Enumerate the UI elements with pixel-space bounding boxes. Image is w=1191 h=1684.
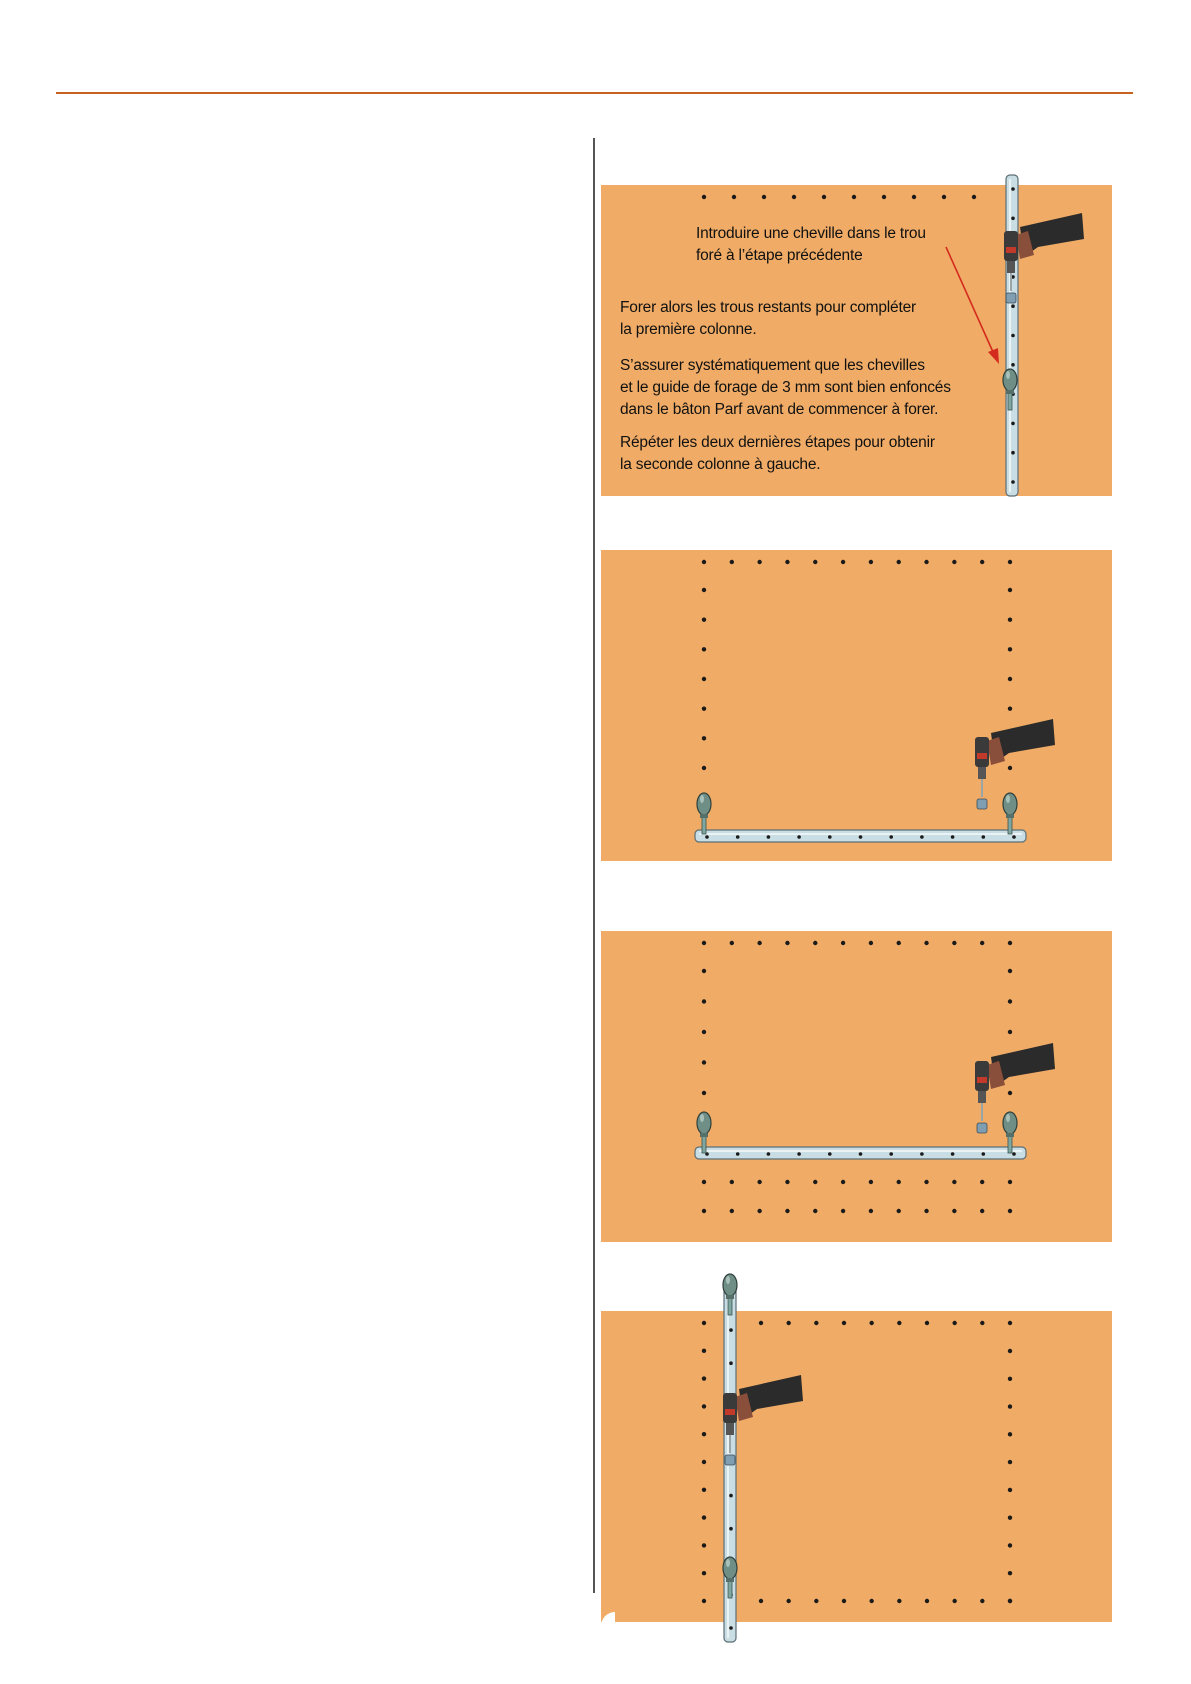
hole-dot (952, 941, 956, 945)
hole-dot (952, 560, 956, 564)
hole-dot (1008, 706, 1012, 710)
hole-dot (1008, 588, 1012, 592)
hole-dot (952, 1321, 956, 1325)
instruction-repeat: Répéter les deux dernières étapes pour obtenir la seconde colonne à gauche. (620, 434, 935, 473)
hole-dot (702, 1515, 706, 1519)
hole-dot (1008, 1349, 1012, 1353)
hole-dot (822, 195, 826, 199)
hole-dot (702, 736, 706, 740)
hole-dot (786, 1321, 790, 1325)
hole-dot (1008, 999, 1012, 1003)
column-divider (593, 138, 595, 1593)
hole-dot (952, 1209, 956, 1213)
hole-dot (897, 1321, 901, 1325)
hole-dot (813, 560, 817, 564)
hole-dot (841, 1180, 845, 1184)
step-panel-4 (601, 1311, 1112, 1622)
hole-dot (980, 941, 984, 945)
hole-dot (730, 941, 734, 945)
hole-dot (702, 969, 706, 973)
hole-dot (897, 1599, 901, 1603)
peg-icon (697, 793, 711, 834)
hole-dot (897, 941, 901, 945)
hole-dot (1008, 560, 1012, 564)
hole-dot (730, 560, 734, 564)
hole-dot (897, 560, 901, 564)
hole-dot (702, 941, 706, 945)
hole-dot (924, 941, 928, 945)
hole-dot (1008, 1404, 1012, 1408)
instruction-check-pegs: S’assurer systématiquement que les chevilles et le guide de forage de 3 mm sont bien enfoncés dans le bâton Parf avant de commencer à forer. (620, 357, 951, 418)
hole-dot (702, 1460, 706, 1464)
hole-dot (702, 588, 706, 592)
hole-dot (925, 1599, 929, 1603)
instruction-insert-peg: Introduire une cheville dans le trou foré à l’étape précédente (696, 225, 926, 264)
hole-dot (852, 195, 856, 199)
hole-dot (924, 1180, 928, 1184)
hole-dot (785, 1209, 789, 1213)
hole-dot (897, 1209, 901, 1213)
hole-dot (1008, 1599, 1012, 1603)
hole-dot (1008, 647, 1012, 651)
hole-dot (785, 560, 789, 564)
hole-dot (702, 1349, 706, 1353)
hole-dot (1008, 766, 1012, 770)
peg-icon (1003, 793, 1017, 834)
hole-dot (972, 195, 976, 199)
rail-icon (695, 830, 1026, 842)
hole-dot (702, 999, 706, 1003)
hole-dot (813, 941, 817, 945)
hole-dot (1008, 1377, 1012, 1381)
hole-dot (924, 560, 928, 564)
hole-dot (1008, 677, 1012, 681)
hole-dot (1008, 1432, 1012, 1436)
step-panel-3 (601, 931, 1112, 1242)
hole-dot (702, 1432, 706, 1436)
hole-dot (942, 195, 946, 199)
hole-dot (702, 1404, 706, 1408)
arrow-icon (946, 247, 999, 364)
hole-dot (924, 1209, 928, 1213)
hole-dot (1008, 941, 1012, 945)
rail-icon (1006, 175, 1018, 496)
hole-dot (757, 1209, 761, 1213)
hole-dot (702, 1599, 706, 1603)
hole-dot (702, 1091, 706, 1095)
hole-dot (702, 1488, 706, 1492)
hole-dot (702, 195, 706, 199)
hole-dot (841, 1209, 845, 1213)
hole-dot (1008, 1460, 1012, 1464)
hole-dot (762, 195, 766, 199)
hole-dot (813, 1180, 817, 1184)
hole-dot (702, 647, 706, 651)
hole-dot (702, 1376, 706, 1380)
hole-dot (757, 560, 761, 564)
hole-dot (1008, 1321, 1012, 1325)
hole-dot (980, 1321, 984, 1325)
hole-dot (732, 195, 736, 199)
step-4-illustration (601, 1311, 1112, 1622)
hole-dot (813, 1209, 817, 1213)
hole-dot (1008, 1180, 1012, 1184)
hole-dot (702, 1030, 706, 1034)
hole-dot (1008, 1515, 1012, 1519)
hole-dot (980, 1599, 984, 1603)
hole-dot (702, 677, 706, 681)
step-panel-1 (601, 185, 1112, 496)
hole-dot (952, 1180, 956, 1184)
hole-dot (869, 560, 873, 564)
hole-dot (842, 1599, 846, 1603)
top-rule (56, 92, 1133, 94)
hole-dot (814, 1599, 818, 1603)
hole-dot (1008, 1091, 1012, 1095)
hole-dot (730, 1209, 734, 1213)
hole-dot (1008, 969, 1012, 973)
hole-dot (702, 1180, 706, 1184)
hole-dot (869, 1209, 873, 1213)
hole-dot (702, 1209, 706, 1213)
hole-dot (869, 941, 873, 945)
hole-dot (869, 1180, 873, 1184)
hole-dot (869, 1599, 873, 1603)
hole-dot (925, 1321, 929, 1325)
hole-dot (841, 941, 845, 945)
hole-dot (980, 1180, 984, 1184)
hole-dot (1008, 1209, 1012, 1213)
hole-dot (882, 195, 886, 199)
hole-dot (702, 1321, 706, 1325)
step-3-illustration (601, 931, 1112, 1242)
hole-dot (702, 1571, 706, 1575)
rail-icon (695, 1147, 1026, 1159)
hole-dot (841, 560, 845, 564)
hole-dot (702, 1060, 706, 1064)
hole-dot (1008, 1488, 1012, 1492)
hole-dot (952, 1599, 956, 1603)
hole-dot (842, 1321, 846, 1325)
hole-dot (786, 1599, 790, 1603)
hole-dot (702, 560, 706, 564)
hole-dot (785, 941, 789, 945)
hole-dot (912, 195, 916, 199)
hole-dot (702, 766, 706, 770)
hole-dot (759, 1599, 763, 1603)
hole-dot (702, 617, 706, 621)
hole-dot (1008, 1543, 1012, 1547)
hole-dot (897, 1180, 901, 1184)
hole-dot (702, 1543, 706, 1547)
hole-dot (1008, 617, 1012, 621)
hole-dot (980, 1209, 984, 1213)
hole-dot (980, 560, 984, 564)
hole-dot (785, 1180, 789, 1184)
hole-dot (814, 1321, 818, 1325)
hole-dot (792, 195, 796, 199)
hole-dot (759, 1321, 763, 1325)
hole-dot (1008, 1571, 1012, 1575)
instruction-drill-remaining: Forer alors les trous restants pour compléter la première colonne. (620, 299, 916, 338)
hole-dot (757, 1180, 761, 1184)
step-2-illustration (601, 550, 1112, 861)
hole-dot (702, 706, 706, 710)
step-panel-2 (601, 550, 1112, 861)
hole-dot (757, 941, 761, 945)
hole-dot (1008, 1030, 1012, 1034)
hole-dot (869, 1321, 873, 1325)
hole-dot (730, 1180, 734, 1184)
